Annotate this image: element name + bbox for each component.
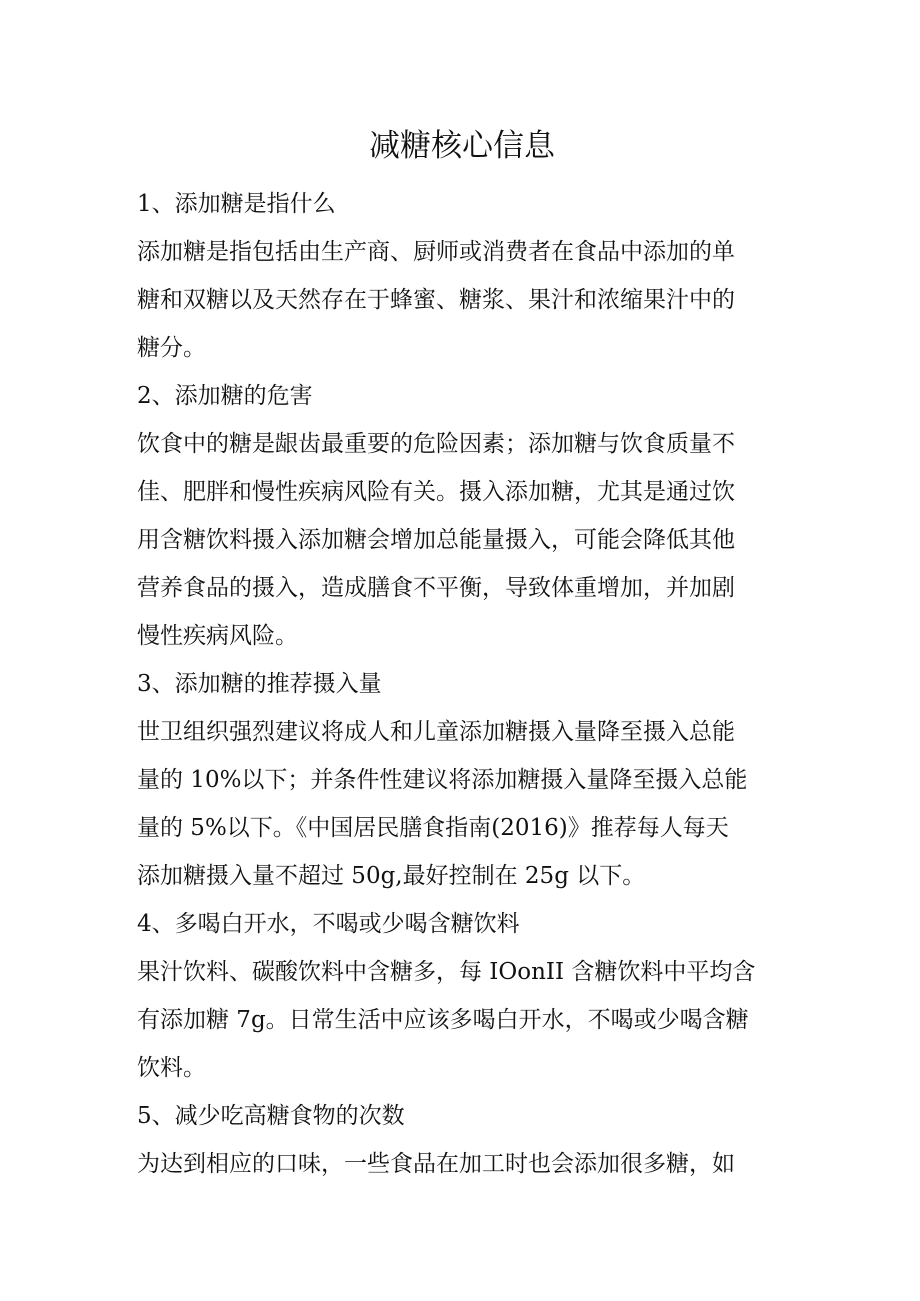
body-line: 量的 5%以下。《中国居民膳食指南(2016)》推荐每人每天 <box>137 815 729 841</box>
section-heading: 2、添加糖的危害 <box>137 383 313 409</box>
section-2 <box>137 372 787 660</box>
body-line: 果汁饮料、碳酸饮料中含糖多，每 IOonII 含糖饮料中平均含 <box>137 959 756 985</box>
section-body <box>137 1140 787 1188</box>
section-5 <box>137 1092 787 1188</box>
section-body <box>137 948 787 1092</box>
document-title: 减糖核心信息 <box>369 128 555 164</box>
section-body <box>137 228 787 372</box>
section-body <box>137 708 787 900</box>
body-line: 有添加糖 7g。日常生活中应该多喝白开水，不喝或少喝含糖 <box>137 1007 749 1033</box>
section-3 <box>137 660 787 900</box>
section-heading: 3、添加糖的推荐摄入量 <box>137 671 382 697</box>
body-line: 世卫组织强烈建议将成人和儿童添加糖摄入量降至摄入总能 <box>137 719 735 745</box>
body-line: 添加糖摄入量不超过 50g,最好控制在 25g 以下。 <box>137 863 646 889</box>
body-line: 饮料。 <box>137 1055 206 1081</box>
body-line: 糖和双糖以及天然存在于蜂蜜、糖浆、果汁和浓缩果汁中的 <box>137 287 735 313</box>
body-line: 饮食中的糖是龈齿最重要的危险因素；添加糖与饮食质量不 <box>137 431 735 457</box>
section-4 <box>137 900 787 1092</box>
section-body <box>137 420 787 660</box>
body-line: 营养食品的摄入，造成膳食不平衡，导致体重增加，并加剧 <box>137 575 735 601</box>
body-line: 量的 10%以下；并条件性建议将添加糖摄入量降至摄入总能 <box>137 767 748 793</box>
document-page <box>137 118 787 1188</box>
body-line: 添加糖是指包括由生产商、厨师或消费者在食品中添加的单 <box>137 239 735 265</box>
body-line: 佳、肥胖和慢性疾病风险有关。摄入添加糖，尤其是通过饮 <box>137 479 735 505</box>
section-heading: 5、减少吃高糖食物的次数 <box>137 1103 405 1129</box>
body-line: 为达到相应的口味，一些食品在加工时也会添加很多糖，如 <box>137 1151 735 1177</box>
body-line: 慢性疾病风险。 <box>137 623 298 649</box>
section-1 <box>137 180 787 372</box>
section-heading: 1、添加糖是指什么 <box>137 191 336 217</box>
section-heading: 4、多喝白开水，不喝或少喝含糖饮料 <box>137 911 520 937</box>
body-line: 糖分。 <box>137 335 206 361</box>
body-line: 用含糖饮料摄入添加糖会增加总能量摄入，可能会降低其他 <box>137 527 735 553</box>
